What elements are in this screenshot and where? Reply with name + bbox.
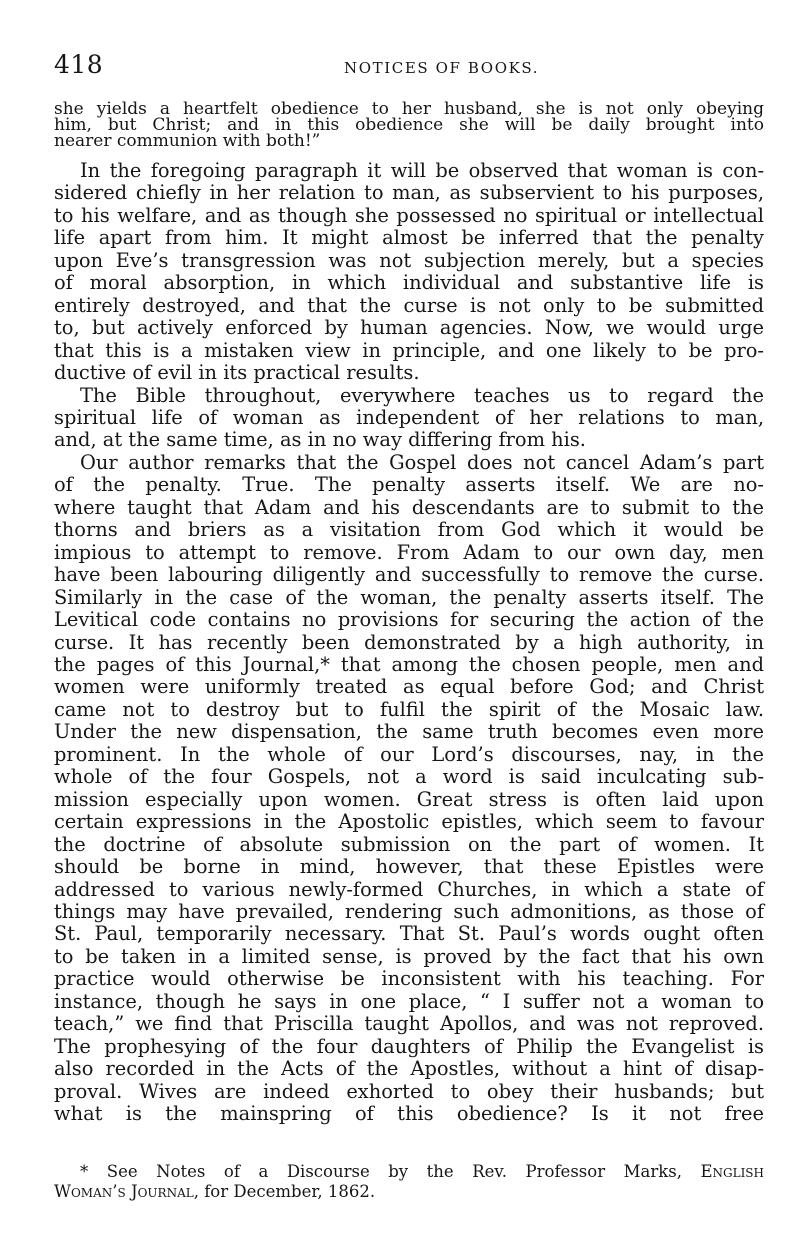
text-line: St. Paul, temporarily necessary. That St. Paul’s words ought often	[54, 922, 764, 946]
text-line: have been labouring diligently and successfully to remove the curse.	[54, 563, 764, 587]
page-number: 418	[54, 50, 104, 79]
text-line: the pages of this Journal,* that among the chosen people, men and	[54, 652, 764, 676]
quotation-block	[54, 101, 764, 149]
text-line: mission especially upon women. Great stress is often laid upon	[54, 787, 764, 811]
footnote-line	[54, 1162, 764, 1182]
text-line: impious to attempt to remove. From Adam to our own day, men	[54, 540, 764, 564]
quotation-line: nearer communion with both!”	[54, 131, 321, 151]
text-line: life apart from him. It might almost be inferred that the penalty	[54, 226, 764, 250]
text-line: whole of the four Gospels, not a word is said inculcating sub-	[54, 765, 764, 789]
footnote-line	[54, 1182, 764, 1202]
body-text	[54, 160, 764, 1125]
text-line: instance, though he says in one place, “ I suffer not a woman to	[54, 989, 764, 1013]
quotation-line: him, but Christ; and in this obedience she will be daily brought into	[54, 115, 764, 135]
text-line: ductive of evil in its practical results.	[54, 361, 420, 385]
text-line: Our author remarks that the Gospel does not cancel Adam’s part	[80, 450, 764, 474]
text-line: to, but actively enforced by human agencies. Now, we would urge	[54, 316, 764, 340]
text-line: of the penalty. True. The penalty asserts itself. We are no-	[54, 473, 764, 497]
text-line: where taught that Adam and his descendants are to submit to the	[54, 495, 764, 519]
text-line: spiritual life of woman as independent of her relations to man,	[54, 405, 764, 429]
text-line: prominent. In the whole of our Lord’s discourses, nay, in the	[54, 742, 764, 766]
text-line: came not to destroy but to fulfil the spirit of the Mosaic law.	[54, 697, 764, 721]
text-line: teach,” we find that Priscilla taught Apollos, and was not reproved.	[54, 1012, 764, 1036]
journal-name: English	[700, 1162, 764, 1181]
footnote-text: for December, 1862.	[204, 1182, 376, 1201]
journal-name: Journal,	[130, 1182, 199, 1201]
text-line: The prophesying of the four daughters of Philip the Evangelist is	[54, 1034, 764, 1058]
text-line: to his welfare, and as though she possessed no spiritual or intellectual	[54, 203, 764, 227]
text-line: curse. It has recently been demonstrated by a high authority, in	[54, 630, 764, 654]
text-line: that this is a mistaken view in principle, and one likely to be pro-	[54, 338, 764, 362]
footnote	[54, 1162, 764, 1202]
text-line: things may have prevailed, rendering such admonitions, as those of	[54, 899, 764, 923]
page-header	[54, 50, 754, 80]
text-line: The Bible throughout, everywhere teaches us to regard the	[80, 383, 764, 407]
text-line: women were uniformly treated as equal before God; and Christ	[54, 675, 764, 699]
text-line: In the foregoing paragraph it will be observed that woman is con-	[80, 159, 764, 182]
text-line: addressed to various newly-formed Churches, in which a state of	[54, 877, 764, 901]
text-line: upon Eve’s transgression was not subjection merely, but a species	[54, 248, 764, 272]
text-line: sidered chiefly in her relation to man, as subservient to his purposes,	[54, 181, 764, 205]
text-line: entirely destroyed, and that the curse is not only to be submitted	[54, 293, 764, 317]
journal-name: Woman’s	[54, 1182, 126, 1201]
text-line: of moral absorption, in which individual and substantive life is	[54, 271, 764, 295]
text-line: Similarly in the case of the woman, the penalty asserts itself. The	[54, 585, 764, 609]
text-line: thorns and briers as a visitation from God which it would be	[54, 518, 764, 542]
text-line: also recorded in the Acts of the Apostles, without a hint of disap-	[54, 1057, 764, 1081]
text-line: the doctrine of absolute submission on the part of women. It	[54, 832, 764, 856]
text-line: to be taken in a limited sense, is proved by the fact that his own	[54, 944, 764, 968]
text-line: should be borne in mind, however, that these Epistles were	[54, 855, 764, 879]
text-line: what is the mainspring of this obedience? Is it not free	[54, 1102, 764, 1126]
text-line: practice would otherwise be inconsistent with his teaching. For	[54, 967, 764, 991]
quotation-line: she yields a heartfelt obedience to her husband, she is not only obeying	[54, 99, 764, 119]
text-line: Under the new dispensation, the same truth becomes even more	[54, 720, 764, 744]
running-title: NOTICES OF BOOKS.	[344, 59, 540, 77]
text-line: Levitical code contains no provisions for securing the action of the	[54, 608, 764, 632]
text-line: and, at the same time, as in no way differing from his.	[54, 428, 586, 452]
footnote-text: * See Notes of a Discourse by the Rev. Professor Marks,	[80, 1162, 682, 1181]
text-line: proval. Wives are indeed exhorted to obey their husbands; but	[54, 1079, 764, 1103]
text-line: certain expressions in the Apostolic epistles, which seem to favour	[54, 810, 764, 834]
